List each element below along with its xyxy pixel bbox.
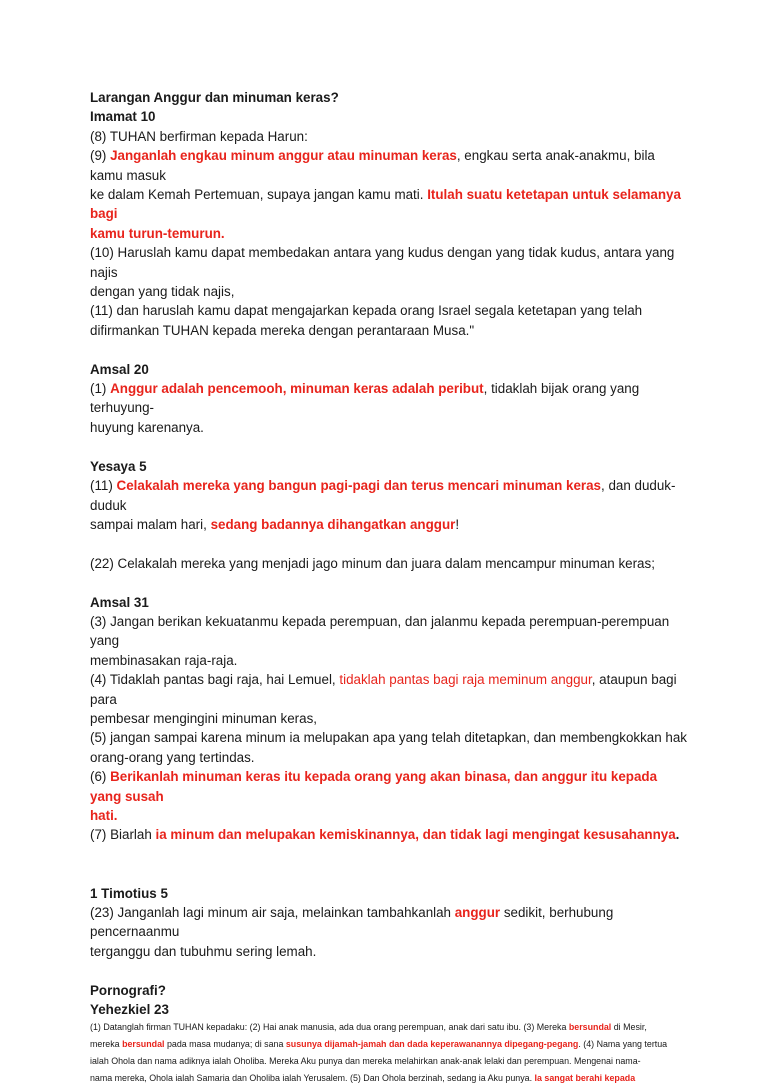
verse-text: di Mesir,: [611, 1022, 647, 1033]
verse-text: sedikit, berhubung pencernaanmu: [90, 904, 614, 940]
verse-line: [90, 476, 688, 515]
verse-line: pembesar mengingini minuman keras,: [90, 710, 318, 726]
verse-line: ialah Ohola dan nama adiknya ialah Oholiba. Mereka Aku punya dan mereka melahirkan anak-anak lelaki dan perempuan. Mengenai nama-: [90, 1056, 641, 1067]
verse-line: (3) Jangan berikan kekuatanmu kepada perempuan, dan jalanmu kepada perempuan-perempuan yang: [90, 613, 670, 649]
highlighted-text: tidaklah pantas bagi raja meminum anggur: [339, 672, 592, 688]
verse-line: orang-orang yang tertindas.: [90, 749, 255, 765]
verse-line: [90, 515, 688, 534]
verse-text: , ataupun bagi para: [90, 672, 677, 707]
highlighted-text: Itulah suatu ketetapan untuk selamanya bagi: [90, 187, 681, 222]
verse-text: , engkau serta anak-anakmu, bila kamu masuk: [90, 148, 655, 183]
verse-line: [90, 185, 688, 224]
verse-line: [90, 1070, 688, 1087]
scripture-reference: Amsal 20: [90, 361, 149, 377]
verse-line: [90, 146, 688, 185]
verse-text: ke dalam Kemah Pertemuan, supaya jangan kamu mati.: [90, 187, 428, 203]
verse-text: (7) Biarlah: [90, 827, 156, 843]
scripture-reference: 1 Timotius 5: [90, 885, 168, 901]
verse-text: sampai malam hari,: [90, 516, 211, 532]
highlighted-text: Janganlah engkau minum anggur atau minuman keras: [110, 148, 457, 164]
section-amsal-31: [90, 593, 688, 884]
verse-line: (10) Haruslah kamu dapat membedakan antara yang kudus dengan yang tidak kudus, antara yang najis: [90, 245, 675, 280]
highlighted-text: Ia sangat berahi kepada: [534, 1073, 636, 1084]
verse-text: , dan duduk-duduk: [90, 478, 676, 513]
verse-text: , tidaklah bijak orang yang terhuyung-: [90, 381, 640, 416]
highlighted-text: kamu turun-temurun.: [90, 225, 225, 241]
highlighted-text: Berikanlah minuman keras itu kepada orang yang akan binasa, dan anggur itu kepada yang susah: [90, 769, 658, 804]
section-yesaya-5: [90, 457, 688, 593]
highlighted-text: Celakalah mereka yang bangun pagi-pagi dan terus mencari minuman keras: [116, 478, 602, 494]
verse-line: [90, 379, 688, 418]
highlighted-text: sedang badannya dihangatkan anggur: [210, 516, 456, 532]
section-yehezkiel-23: [90, 981, 688, 1020]
verse-line: [90, 1036, 688, 1053]
verse-line: huyung karenanya.: [90, 419, 204, 435]
verse-line: [90, 670, 688, 709]
section-title: Pornografi?: [90, 982, 166, 998]
verse-text: (1): [90, 381, 111, 397]
scripture-reference: Yesaya 5: [90, 458, 147, 474]
verse-line: dengan yang tidak najis,: [90, 284, 235, 300]
highlighted-text: anggur: [454, 904, 501, 920]
highlighted-text: ia minum dan melupakan kemiskinannya, dan tidak lagi mengingat kesusahannya: [155, 827, 676, 843]
verse-line: difirmankan TUHAN kepada mereka dengan perantaraan Musa.": [90, 322, 475, 338]
verse-line: (8) TUHAN berfirman kepada Harun:: [90, 128, 308, 144]
verse-line: [90, 1019, 688, 1036]
verse-text: (9): [90, 148, 111, 164]
verse-text: nama mereka, Ohola ialah Samaria dan Oholiba ialah Yerusalem. (5) Dan Ohola berzinah, sedang ia Aku punya.: [90, 1073, 535, 1084]
verse-text: (4) Tidaklah pantas bagi raja, hai Lemuel,: [90, 672, 340, 688]
verse-text: (11): [90, 478, 117, 494]
scripture-reference: Imamat 10: [90, 109, 156, 125]
verse-text: (23) Janganlah lagi minum air saja, melainkan tambahkanlah: [90, 904, 455, 920]
verse-line: membinasakan raja-raja.: [90, 652, 238, 668]
verse-line: (11) dan haruslah kamu dapat mengajarkan kepada orang Israel segala ketetapan yang telah: [90, 303, 643, 319]
section-imamat-10: [90, 88, 688, 360]
scripture-reference: Yehezkiel 23: [90, 1002, 169, 1017]
verse-line: [90, 767, 688, 806]
section-title: Larangan Anggur dan minuman keras?: [90, 90, 339, 105]
verse-line: (22) Celakalah mereka yang menjadi jago minum dan juara dalam mencampur minuman keras;: [90, 555, 655, 571]
highlighted-text: susunya dijamah-jamah dan dada keperawanannya dipegang-pegang: [285, 1039, 579, 1050]
verse-line: [90, 825, 688, 844]
verse-text: (1) Datanglah firman TUHAN kepadaku: (2) Hai anak manusia, ada dua orang perempuan, anak dari satu ibu. (3) Mereka: [90, 1022, 569, 1033]
verse-line: (5) jangan sampai karena minum ia melupakan apa yang telah ditetapkan, dan membengkokkan hak: [90, 730, 687, 746]
highlighted-text: bersundal: [122, 1039, 165, 1050]
scripture-reference: Amsal 31: [90, 594, 149, 610]
verse-text: . (4) Nama yang tertua: [578, 1039, 668, 1050]
section-1-timotius-5: [90, 884, 688, 981]
section-amsal-20: [90, 360, 688, 457]
highlighted-text: bersundal: [568, 1022, 612, 1033]
verse-text: !: [455, 516, 460, 532]
small-print-passage: [90, 1019, 688, 1087]
verse-line: [90, 903, 688, 942]
verse-text: (6): [90, 769, 111, 785]
highlighted-text: Anggur adalah pencemooh, minuman keras adalah peribut: [110, 381, 484, 397]
verse-line: [90, 806, 688, 825]
verse-line: terganggu dan tubuhmu sering lemah.: [90, 943, 317, 959]
verse-line: [90, 224, 688, 243]
verse-text: pada masa mudanya; di sana: [164, 1039, 286, 1050]
verse-text: .: [675, 827, 680, 843]
verse-text: mereka: [90, 1039, 123, 1050]
highlighted-text: hati.: [90, 807, 118, 823]
